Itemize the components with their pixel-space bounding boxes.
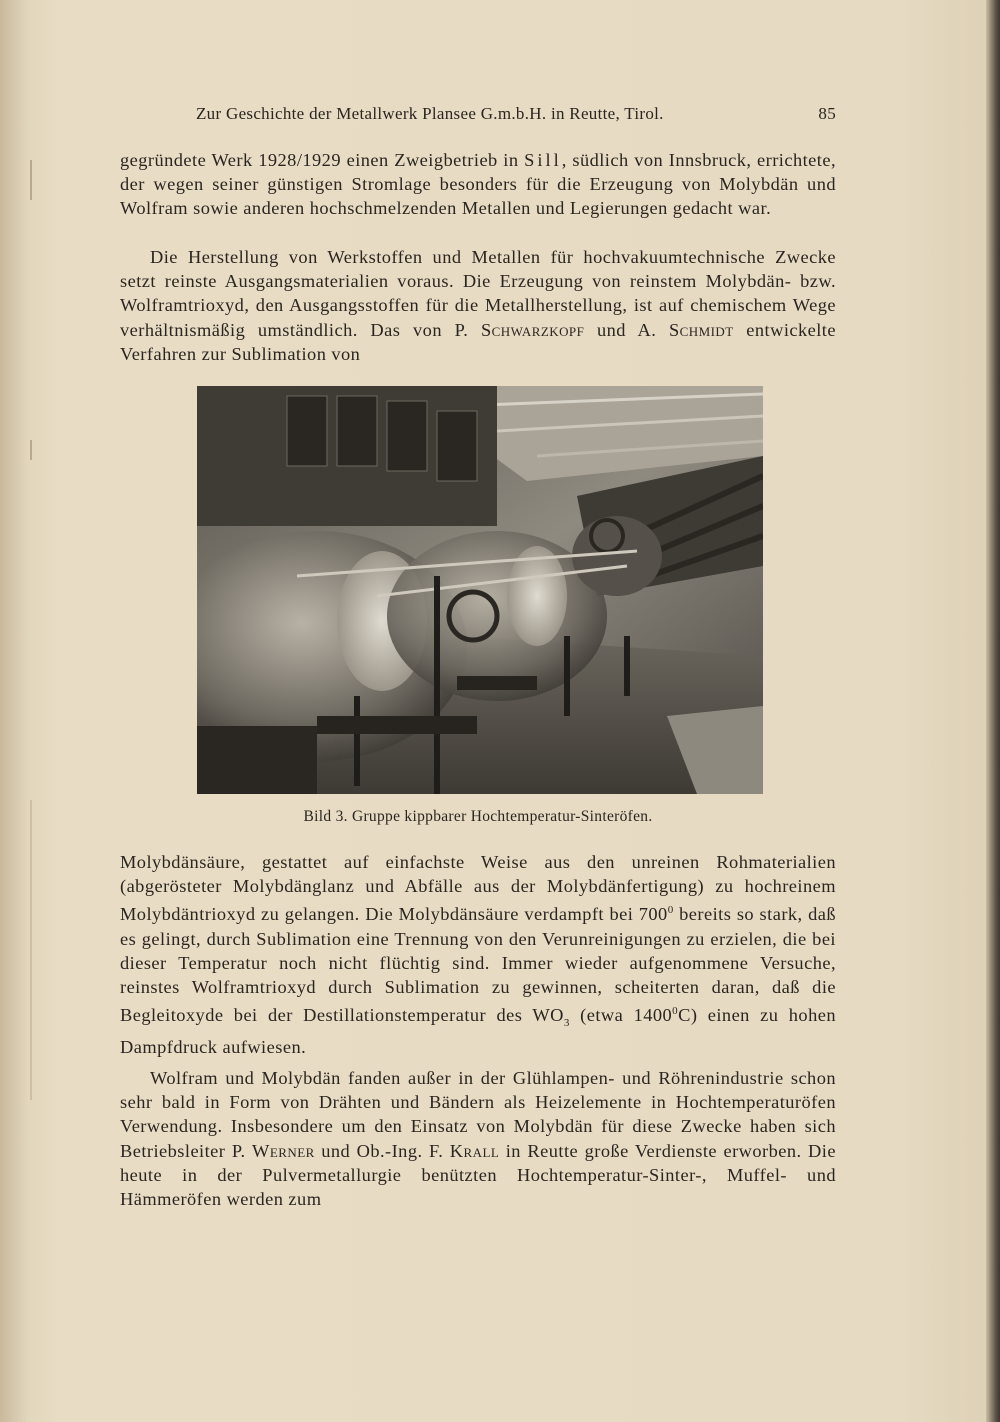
furnace-photograph xyxy=(197,386,763,794)
figure-caption: Bild 3. Gruppe kippbarer Hochtemperatur-Sinteröfen. xyxy=(303,808,653,825)
text-run: entwickelte Verfahren zur Sublimation von xyxy=(120,319,836,364)
text-run: , südlich von Innsbruck, errichtete, der wegen seiner günstigen Stromlage besonders für die Erzeugung von Molybdän und Wolfram sowie anderen hochschmelzenden Metallen und Legierungen gedacht war. xyxy=(120,150,836,219)
page-number: 85 xyxy=(818,104,836,123)
furnace-photo-drawing xyxy=(197,386,763,794)
text-run: gegründete Werk 1928/1929 einen Zweigbetrieb in xyxy=(120,150,519,170)
degree-sign: 0 xyxy=(672,1005,679,1018)
paragraph-3 xyxy=(120,850,836,1060)
subscript: 3 xyxy=(563,1017,570,1030)
place-name: Sill xyxy=(524,150,562,170)
text-run: in Reutte große Verdienste erworben. Die heute in der Pulvermetallurgie benützten Hochtemperatur-Sinter-, Muffel- und Hämmeröfen werden zum xyxy=(120,1140,836,1210)
paragraph-4 xyxy=(120,1066,836,1211)
page-edge-shadow xyxy=(986,0,1000,1422)
binding-mark xyxy=(30,800,32,1100)
person-name: Schwarzkopf xyxy=(480,319,585,340)
person-name: Werner xyxy=(252,1140,315,1161)
text-run: und A. xyxy=(596,319,657,340)
text-run: Molybdänsäure, gestattet auf einfachste Weise aus den unreinen Rohmaterialien (abgerösteter Molybdänglanz und Abfälle aus der Molybdänfertigung) zu hochreinem Molybdäntrioxyd zu gelangen. Die Molybdänsäure verdampft bei 700 xyxy=(120,852,836,925)
running-title: Zur Geschichte der Metallwerk Plansee G.m.b.H. in Reutte, Tirol. xyxy=(196,104,664,123)
text-run: bereits so stark, daß es gelingt, durch Sublimation eine Trennung von den Verunreinigungen zu erzielen, die bei dieser Temperatur noch nicht flüchtig sind. Immer wieder aufgenommene Versuche, reinstes Wolframtrioxyd durch Sublimation zu gewinnen, scheiterten daran, daß die Begleitoxyde bei der Destillationstemperatur des WO xyxy=(120,904,836,1026)
person-name: Schmidt xyxy=(668,319,734,340)
text-run: C) einen zu hohen Dampfdruck aufwiesen. xyxy=(120,1005,836,1058)
binding-mark xyxy=(30,440,32,460)
binding-mark xyxy=(30,160,32,200)
paragraph-2 xyxy=(120,245,836,366)
person-name: Krall xyxy=(449,1140,500,1161)
paragraph-1 xyxy=(120,148,836,221)
running-head xyxy=(196,104,836,128)
text-run: Wolfram und Molybdän fanden außer in der Glühlampen- und Röhrenindustrie schon sehr bald in Form von Drähten und Bändern als Heizelemente in Hochtemperaturöfen Verwendung. Insbesondere um den Einsatz von Molybdän für diese Zwecke haben sich Betriebsleiter P. xyxy=(120,1068,836,1161)
degree-sign: 0 xyxy=(667,904,674,917)
text-run: (etwa 1400 xyxy=(580,1005,673,1026)
text-run: Die Herstellung von Werkstoffen und Metallen für hochvakuumtechnische Zwecke setzt reinste Ausgangsmaterialien voraus. Die Erzeugung von reinstem Molybdän- bzw. Wolframtrioxyd, den Ausgangsstoffen für die Metallherstellung, ist auf chemischem Wege verhältnismäßig umständlich. Das von P. xyxy=(120,247,836,340)
text-run: und Ob.-Ing. F. xyxy=(321,1140,444,1161)
